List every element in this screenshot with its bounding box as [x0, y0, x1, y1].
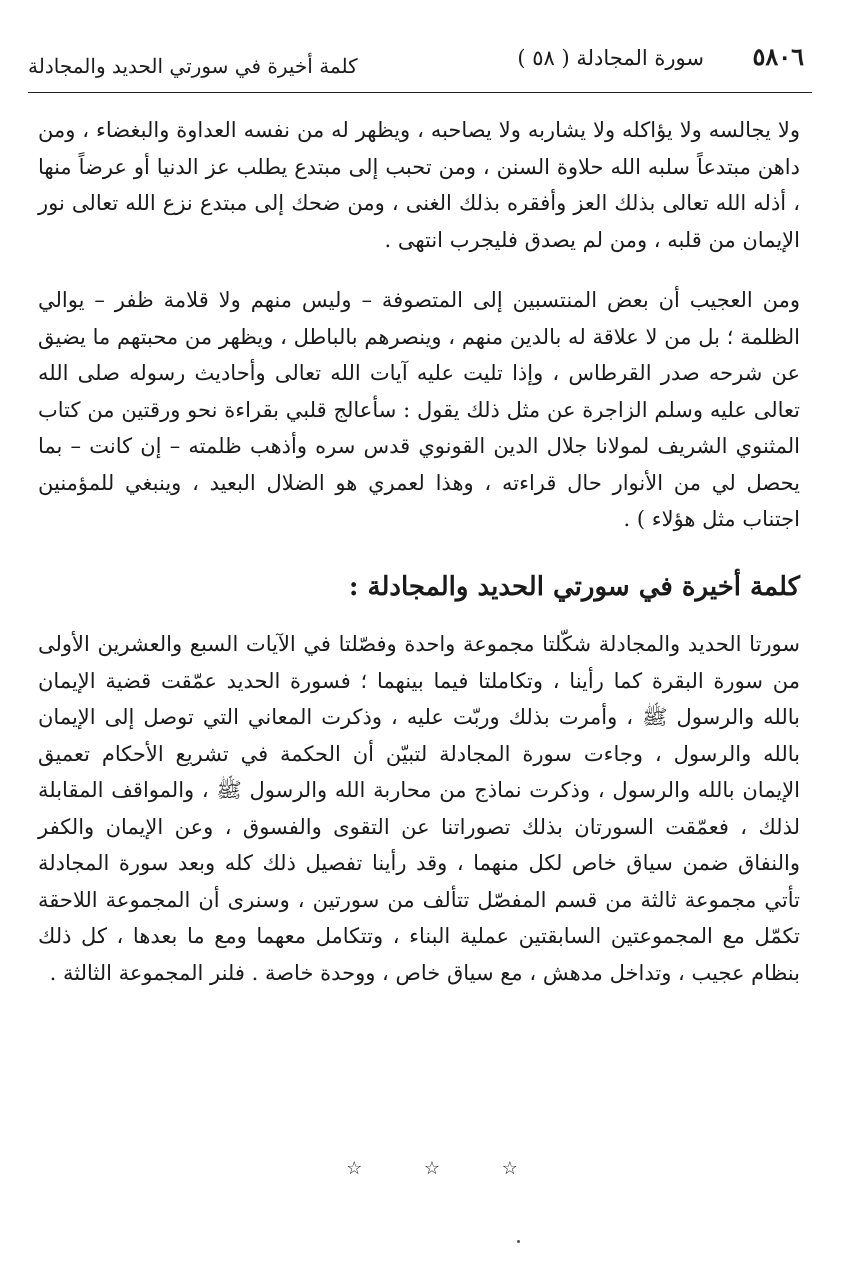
- paragraph-3-text: سورتا الحديد والمجادلة شكّلتا مجموعة واحدة وفصّلتا في الآيات السبع والعشرين الأولى من سورة البقرة كما رأينا ، وتكاملتا فيما بينهما ؛ فسورة الحديد عمّقت قضية الإيمان بالله والرسول ﷺ ، وأمرت بذلك وربّت عليه ، وذكرت المعاني التي توصل إلى الإيمان بالله والرسول ، وجاءت سورة المجادلة لتبيّن أن الحكمة في تشريع الأحكام تعميق الإيمان بالله والرسول ، وذكرت نماذج من محاربة الله والرسول ﷺ ، والمواقف المقابلة لذلك ، فعمّقت السورتان بذلك تصوراتنا عن التقوى والفسوق ، وعن الإيمان والكفر والنفاق ضمن سياق خاص لكل منهما ، وقد رأينا تفصيل ذلك كله وبعد سورة المجادلة تأتي مجموعة ثالثة من قسم المفصّل تتألف من سورتين ، وسنرى أن المجموعة اللاحقة تكمّل مع المجموعتين السابقتين عملية البناء ، وتتكامل معهما ومع ما بعدها ، كل ذلك بنظام عجيب ، وتداخل مدهش ، مع سياق خاص ، ووحدة خاصة . فلنر المجموعة الثالثة .: [38, 632, 800, 985]
- paragraph-1-text: ولا يجالسه ولا يؤاكله ولا يشاربه ولا يصاحبه ، ويظهر له من نفسه العداوة والبغضاء ، ومن داهن مبتدعاً سلبه الله حلاوة السنن ، ومن تحبب إلى مبتدع يطلب عز الدنيا أو عرضاً منها ، أذله الله تعالى بذلك العز وأفقره بذلك الغنى ، ومن ضحك إلى مبتدع نزع الله تعالى نور الإيمان من قلبه ، ومن لم يصدق فليجرب انتهى .: [38, 118, 800, 252]
- page-header: [28, 40, 804, 86]
- page-number: ٥٨٠٦: [752, 42, 804, 71]
- chapter-label: سورة المجادلة ( ٥٨ ): [517, 46, 704, 70]
- star-ornament: ☆ ☆ ☆: [346, 1158, 546, 1179]
- paragraph-2: [38, 282, 800, 538]
- paragraph-3: [38, 626, 800, 991]
- section-heading: كلمة أخيرة في سورتي الحديد والمجادلة :: [348, 572, 800, 602]
- running-title: كلمة أخيرة في سورتي الحديد والمجادلة: [28, 54, 358, 78]
- paragraph-2-text: ومن العجيب أن بعض المنتسبين إلى المتصوفة – وليس منهم ولا قلامة ظفر – يوالي الظلمة ؛ بل من لا علاقة له بالدين منهم ، وينصرهم بالباطل ، ويظهر من محبتهم ما يضيق عن شرحه صدر القرطاس ، وإذا تليت عليه آيات الله تعالى وأحاديث رسوله صلى الله تعالى عليه وسلم الزاجرة عن مثل ذلك يقول : سأعالج قلبي بقراءة نحو ورقتين من كتاب المثنوي الشريف لمولانا جلال الدين القونوي قدس سره وأذهب ظلمته – إن كانت – بما يحصل لي من الأنوار حال قراءته ، وهذا لعمري هو الضلال البعيد ، وينبغي للمؤمنين اجتناب مثل هؤلاء ) .: [38, 288, 800, 531]
- print-speck: [517, 1240, 520, 1243]
- paragraph-1: [38, 112, 800, 258]
- header-divider: [28, 92, 812, 93]
